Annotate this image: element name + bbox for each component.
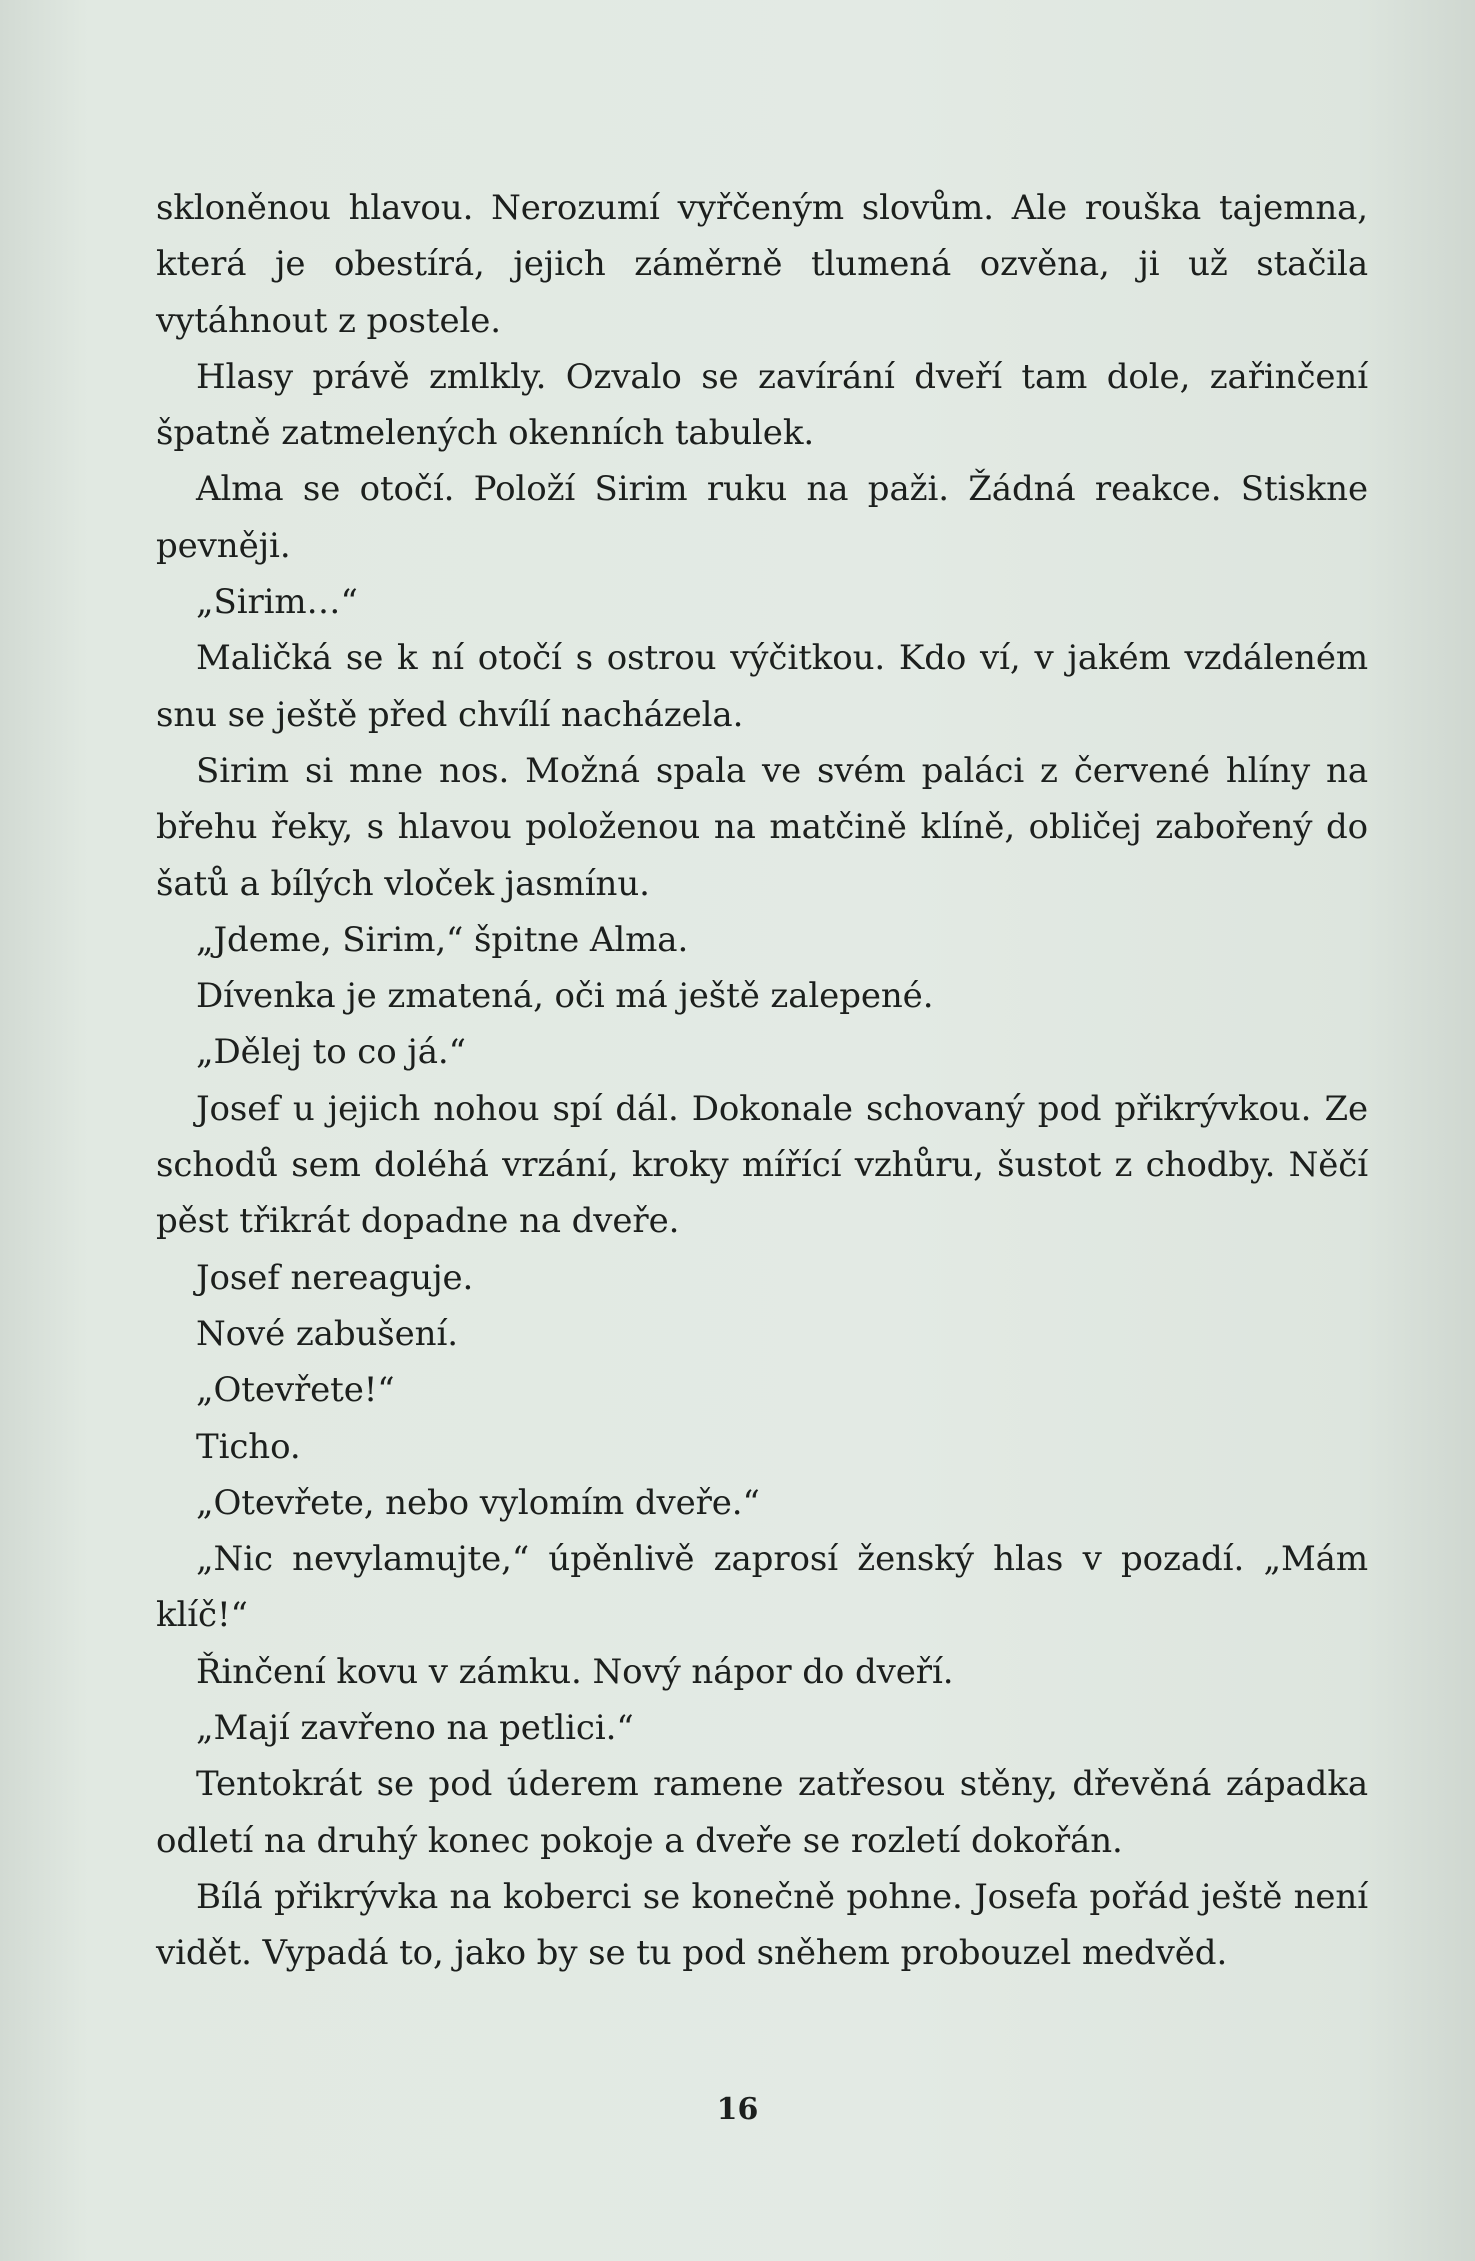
paragraph: Josef u jejich nohou spí dál. Dokonale schovaný pod přikrývkou. Ze schodů sem doléhá vrzání, kroky mířící vzhůru, šustot z chodby. Něčí pěst třikrát dopadne na dveře. — [156, 1088, 1368, 1242]
body-text — [156, 180, 1368, 1982]
paragraph: Tentokrát se pod úderem ramene zatřesou stěny, dřevěná západka odletí na druhý konec pokoje a dveře se rozletí dokořán. — [156, 1764, 1368, 1861]
paragraph: Alma se otočí. Položí Sirim ruku na paži. Žádná reakce. Stiskne pevněji. — [156, 469, 1368, 566]
paragraph: Ticho. — [196, 1426, 301, 1467]
paragraph: Sirim si mne nos. Možná spala ve svém paláci z červené hlíny na břehu řeky, s hlavou položenou na matčině klíně, obličej zabořený do šatů a bílých vloček jasmínu. — [156, 750, 1368, 904]
paragraph: Josef nereaguje. — [196, 1257, 474, 1298]
paragraph: „Otevřete, nebo vylomím dveře.“ — [196, 1482, 760, 1523]
paragraph: „Dělej to co já.“ — [196, 1032, 466, 1073]
page-number: 16 — [716, 2092, 759, 2127]
paragraph: „Sirim…“ — [196, 582, 358, 623]
paragraph: Dívenka je zmatená, oči má ještě zalepené. — [196, 976, 934, 1017]
paragraph: Maličká se k ní otočí s ostrou výčitkou. Kdo ví, v jakém vzdáleném snu se ještě před chvílí nacházela. — [156, 638, 1368, 735]
paragraph: „Nic nevylamujte,“ úpěnlivě zaprosí ženský hlas v pozadí. „Mám klíč!“ — [156, 1539, 1368, 1636]
paragraph: „Otevřete!“ — [196, 1370, 395, 1411]
paragraph: skloněnou hlavou. Nerozumí vyřčeným slovům. Ale rouška tajemna, která je obestírá, jejich záměrně tlumená ozvěna, ji už stačila vytáhnout z postele. — [156, 188, 1368, 341]
paragraph: Nové zabušení. — [196, 1313, 458, 1354]
paragraph: Řinčení kovu v zámku. Nový nápor do dveří. — [196, 1651, 954, 1692]
paragraph: „Jdeme, Sirim,“ špitne Alma. — [196, 919, 689, 960]
paragraph: „Mají zavřeno na petlici.“ — [196, 1708, 634, 1749]
paragraph: Bílá přikrývka na koberci se konečně pohne. Josefa pořád ještě není vidět. Vypadá to, jako by se tu pod sněhem probouzel medvěd. — [156, 1876, 1368, 1974]
paragraph: Hlasy právě zmlkly. Ozvalo se zavírání dveří tam dole, zařinčení špatně zatmelených okenních tabulek. — [156, 356, 1368, 454]
